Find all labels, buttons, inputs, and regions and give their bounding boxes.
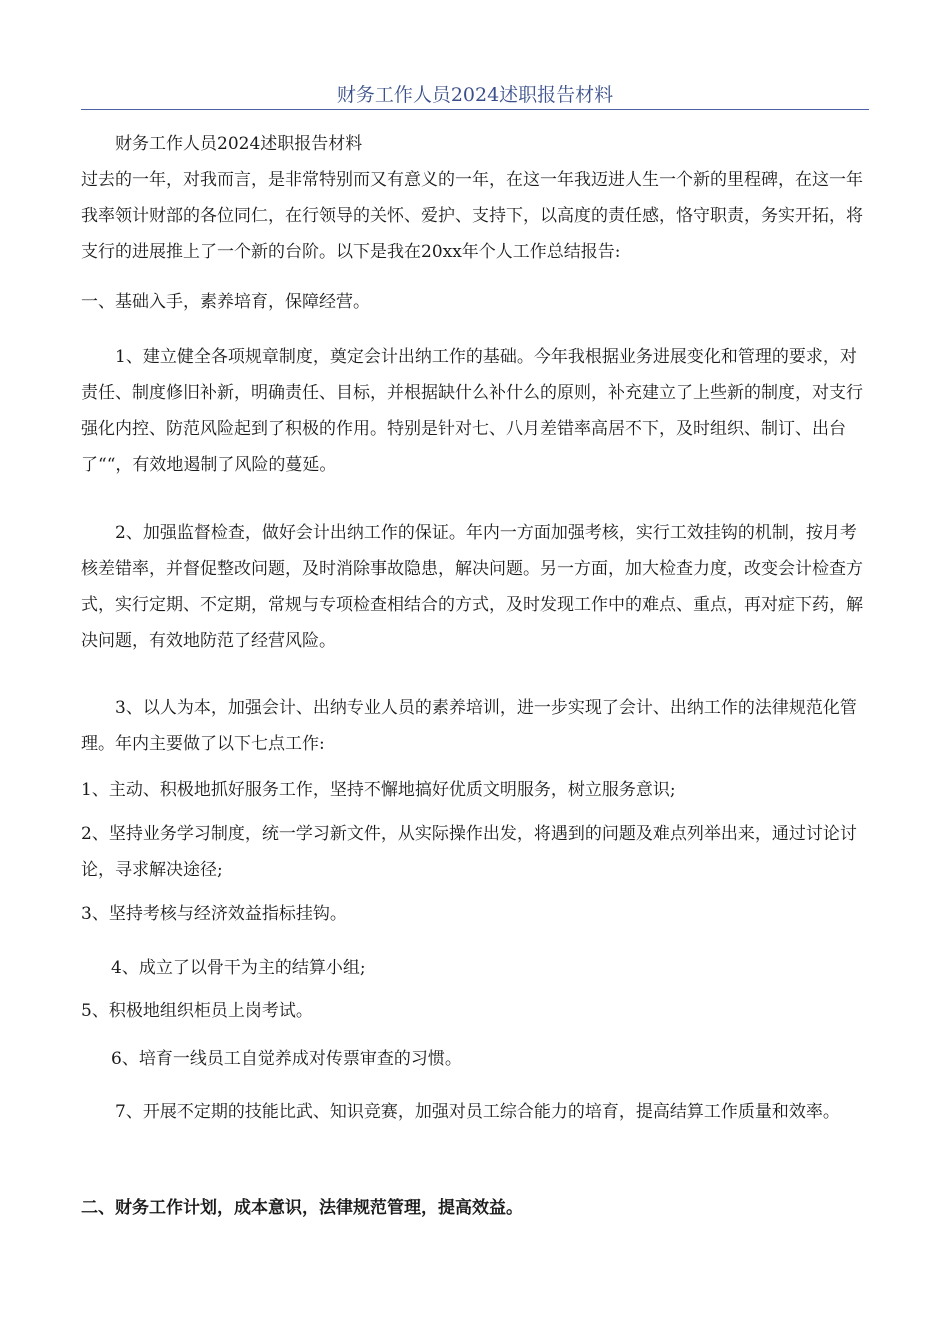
list-item-2: 2、坚持业务学习制度，统一学习新文件，从实际操作出发，将遇到的问题及难点列举出来，通过讨论讨论，寻求解决途径; — [81, 824, 857, 880]
section-heading-1: 一、基础入手，素养培育，保障经营。 — [81, 292, 370, 312]
header-divider — [81, 109, 869, 110]
section-heading-2: 二、财务工作计划，成本意识，法律规范管理，提高效益。 — [81, 1198, 523, 1218]
intro-paragraph: 过去的一年，对我而言，是非常特别而又有意义的一年，在这一年我迈进人生一个新的里程碑，在这一年我率领计财部的各位同仁，在行领导的关怀、爱护、支持下，以高度的责任感，恪守职责，务实开拓，将支行的进展推上了一个新的台阶。以下是我在20xx年个人工作总结报告: — [81, 170, 863, 262]
paragraph-3: 3、以人为本，加强会计、出纳专业人员的素养培训，进一步实现了会计、出纳工作的法律规范化管理。年内主要做了以下七点工作: — [81, 698, 857, 754]
paragraph-2: 2、加强监督检查，做好会计出纳工作的保证。年内一方面加强考核，实行工效挂钩的机制，按月考核差错率，并督促整改问题，及时消除事故隐患，解决问题。另一方面，加大检查力度，改变会计检查方式，实行定期、不定期，常规与专项检查相结合的方式，及时发现工作中的难点、重点，再对症下药，解决问题，有效地防范了经营风险。 — [81, 523, 863, 651]
list-item-3: 3、坚持考核与经济效益指标挂钩。 — [81, 904, 347, 924]
paragraph-1: 1、建立健全各项规章制度，奠定会计出纳工作的基础。今年我根据业务进展变化和管理的要求，对责任、制度修旧补新，明确责任、目标，并根据缺什么补什么的原则，补充建立了上些新的制度，对支行强化内控、防范风险起到了积极的作用。特别是针对七、八月差错率高居不下，及时组织、制订、出台了““，有效地遏制了风险的蔓延。 — [81, 347, 863, 475]
document-subtitle: 财务工作人员2024述职报告材料 — [115, 134, 363, 154]
list-item-6: 6、培育一线员工自觉养成对传票审查的习惯。 — [111, 1049, 462, 1069]
list-item-5: 5、积极地组织柜员上岗考试。 — [81, 1001, 313, 1021]
list-item-1: 1、主动、积极地抓好服务工作，坚持不懈地搞好优质文明服务，树立服务意识; — [81, 780, 676, 800]
list-item-4: 4、成立了以骨干为主的结算小组; — [111, 958, 366, 978]
page-header-title: 财务工作人员2024述职报告材料 — [336, 84, 614, 106]
list-item-7: 7、开展不定期的技能比武、知识竞赛，加强对员工综合能力的培育，提高结算工作质量和效率。 — [115, 1102, 840, 1122]
